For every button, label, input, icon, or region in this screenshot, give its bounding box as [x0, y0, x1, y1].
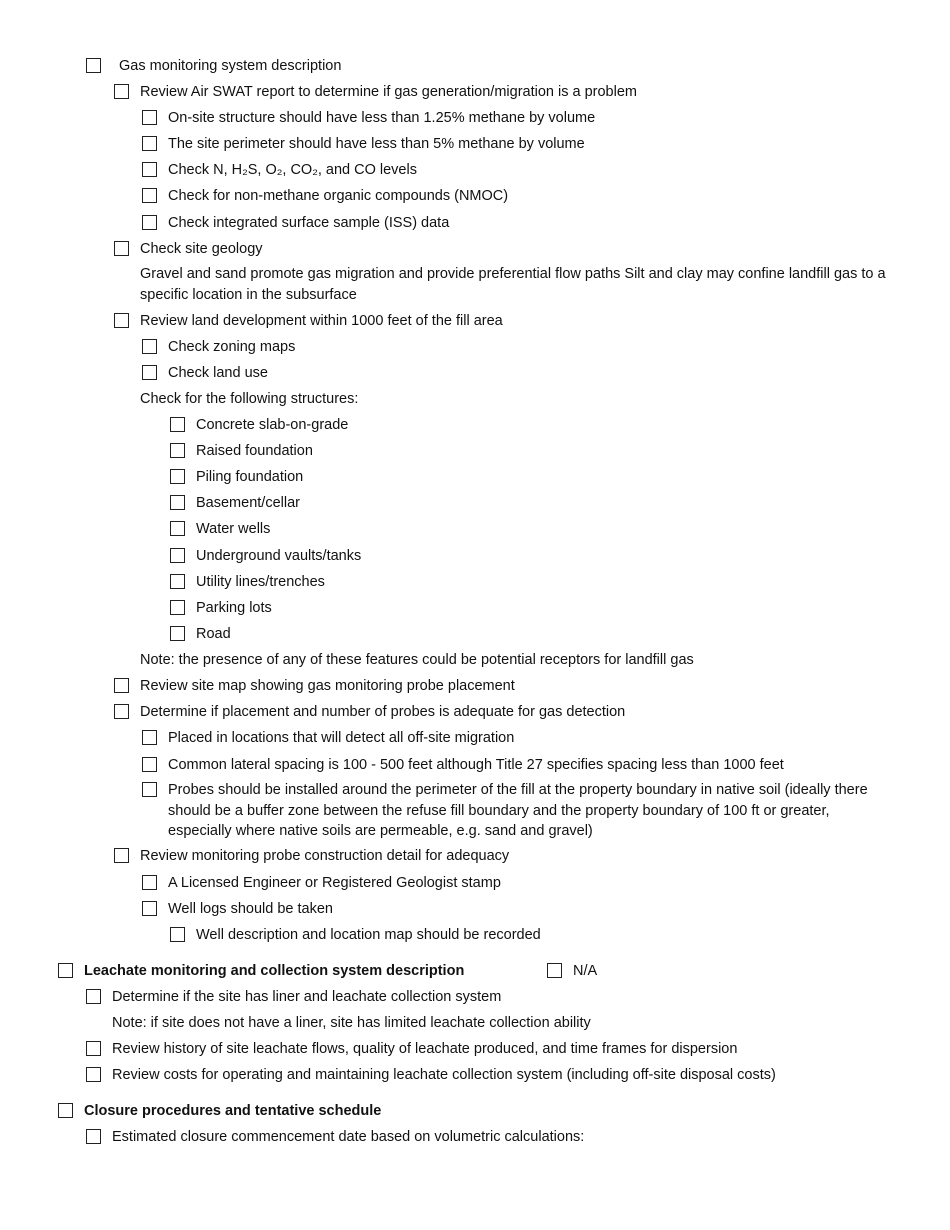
checkbox-determine-probes[interactable]	[114, 704, 129, 719]
checkbox-road[interactable]	[170, 626, 185, 641]
leachate-title: Leachate monitoring and collection system description	[84, 963, 465, 979]
checkbox-closure[interactable]	[58, 1103, 73, 1118]
checkbox-probes-perimeter[interactable]	[142, 782, 157, 797]
liner-note: Note: if site does not have a liner, site has limited leachate collection ability	[112, 1015, 591, 1031]
geology-note: Gravel and sand promote gas migration and provide preferential flow paths Silt and clay may confine landfill gas to a specific location in the subsurface	[140, 266, 886, 303]
review-costs-label: Review costs for operating and maintaining leachate collection system (including off-site disposal costs)	[112, 1067, 776, 1083]
zoning-maps-label: Check zoning maps	[168, 339, 296, 355]
water-wells-label: Water wells	[196, 521, 271, 537]
parking-lots-label: Parking lots	[196, 600, 272, 616]
determine-probes-label: Determine if placement and number of probes is adequate for gas detection	[140, 704, 626, 720]
checkbox-well-logs[interactable]	[142, 901, 157, 916]
checkbox-well-description[interactable]	[170, 927, 185, 942]
check-levels-label: Check N, H₂S, O₂, CO₂, and CO levels	[168, 162, 417, 178]
checkbox-land-use[interactable]	[142, 365, 157, 380]
checkbox-lateral-spacing[interactable]	[142, 757, 157, 772]
closure-title: Closure procedures and tentative schedule	[84, 1103, 382, 1119]
checkbox-check-nmoc[interactable]	[142, 188, 157, 203]
checkbox-parking-lots[interactable]	[170, 600, 185, 615]
probes-perimeter-label: Probes should be installed around the perimeter of the fill at the property boundary in native soil (ideally there should be a buffer zone between the refuse fill boundary and the property boundary of 100 ft or greater, especially where native soils are permeable, e.g. sand and gravel)	[168, 782, 868, 839]
checkbox-vaults[interactable]	[170, 548, 185, 563]
leachate-na-label: N/A	[573, 963, 598, 979]
checkbox-leachate-na[interactable]	[547, 963, 562, 978]
checkbox-check-iss[interactable]	[142, 215, 157, 230]
checkbox-raised-foundation[interactable]	[170, 443, 185, 458]
perimeter-methane-label: The site perimeter should have less than 5% methane by volume	[168, 136, 585, 152]
well-logs-label: Well logs should be taken	[168, 901, 333, 917]
checkbox-slab[interactable]	[170, 417, 185, 432]
estimated-date-label: Estimated closure commencement date based on volumetric calculations:	[112, 1129, 585, 1145]
check-geology-label: Check site geology	[140, 241, 263, 257]
checkbox-review-swat[interactable]	[114, 84, 129, 99]
checkbox-review-history[interactable]	[86, 1041, 101, 1056]
utility-lines-label: Utility lines/trenches	[196, 574, 325, 590]
road-label: Road	[196, 626, 231, 642]
checkbox-engineer-stamp[interactable]	[142, 875, 157, 890]
checkbox-estimated-date[interactable]	[86, 1129, 101, 1144]
checkbox-onsite-methane[interactable]	[142, 110, 157, 125]
checkbox-perimeter-methane[interactable]	[142, 136, 157, 151]
checkbox-review-costs[interactable]	[86, 1067, 101, 1082]
check-nmoc-label: Check for non-methane organic compounds (NMOC)	[168, 188, 509, 204]
checkbox-check-geology[interactable]	[114, 241, 129, 256]
land-use-label: Check land use	[168, 365, 268, 381]
review-land-label: Review land development within 1000 feet of the fill area	[140, 313, 503, 329]
checkbox-placed-locations[interactable]	[142, 730, 157, 745]
receptors-note: Note: the presence of any of these features could be potential receptors for landfill gas	[140, 652, 694, 668]
checkbox-review-construction[interactable]	[114, 848, 129, 863]
review-swat-label: Review Air SWAT report to determine if gas generation/migration is a problem	[140, 84, 637, 100]
gas-monitoring-title: Gas monitoring system description	[119, 58, 342, 74]
checkbox-zoning-maps[interactable]	[142, 339, 157, 354]
placed-locations-label: Placed in locations that will detect all off-site migration	[168, 730, 515, 746]
checkbox-review-site-map[interactable]	[114, 678, 129, 693]
raised-foundation-label: Raised foundation	[196, 443, 313, 459]
checkbox-determine-liner[interactable]	[86, 989, 101, 1004]
basement-label: Basement/cellar	[196, 495, 300, 511]
checkbox-gas-monitoring[interactable]	[86, 58, 101, 73]
checkbox-review-land[interactable]	[114, 313, 129, 328]
review-history-label: Review history of site leachate flows, quality of leachate produced, and time frames for dispersion	[112, 1041, 738, 1057]
review-construction-label: Review monitoring probe construction detail for adequacy	[140, 848, 510, 864]
well-description-label: Well description and location map should be recorded	[196, 927, 541, 943]
checkbox-utility-lines[interactable]	[170, 574, 185, 589]
checkbox-leachate[interactable]	[58, 963, 73, 978]
slab-label: Concrete slab-on-grade	[196, 417, 349, 433]
vaults-label: Underground vaults/tanks	[196, 548, 362, 564]
onsite-methane-label: On-site structure should have less than 1.25% methane by volume	[168, 110, 596, 126]
review-site-map-label: Review site map showing gas monitoring probe placement	[140, 678, 515, 694]
engineer-stamp-label: A Licensed Engineer or Registered Geologist stamp	[168, 875, 501, 891]
lateral-spacing-label: Common lateral spacing is 100 - 500 feet although Title 27 specifies spacing less than 1000 feet	[168, 757, 784, 773]
piling-foundation-label: Piling foundation	[196, 469, 304, 485]
checkbox-check-levels[interactable]	[142, 162, 157, 177]
check-iss-label: Check integrated surface sample (ISS) data	[168, 215, 450, 231]
checkbox-piling-foundation[interactable]	[170, 469, 185, 484]
checkbox-basement[interactable]	[170, 495, 185, 510]
structures-label: Check for the following structures:	[140, 391, 359, 407]
checkbox-water-wells[interactable]	[170, 521, 185, 536]
determine-liner-label: Determine if the site has liner and leachate collection system	[112, 989, 502, 1005]
